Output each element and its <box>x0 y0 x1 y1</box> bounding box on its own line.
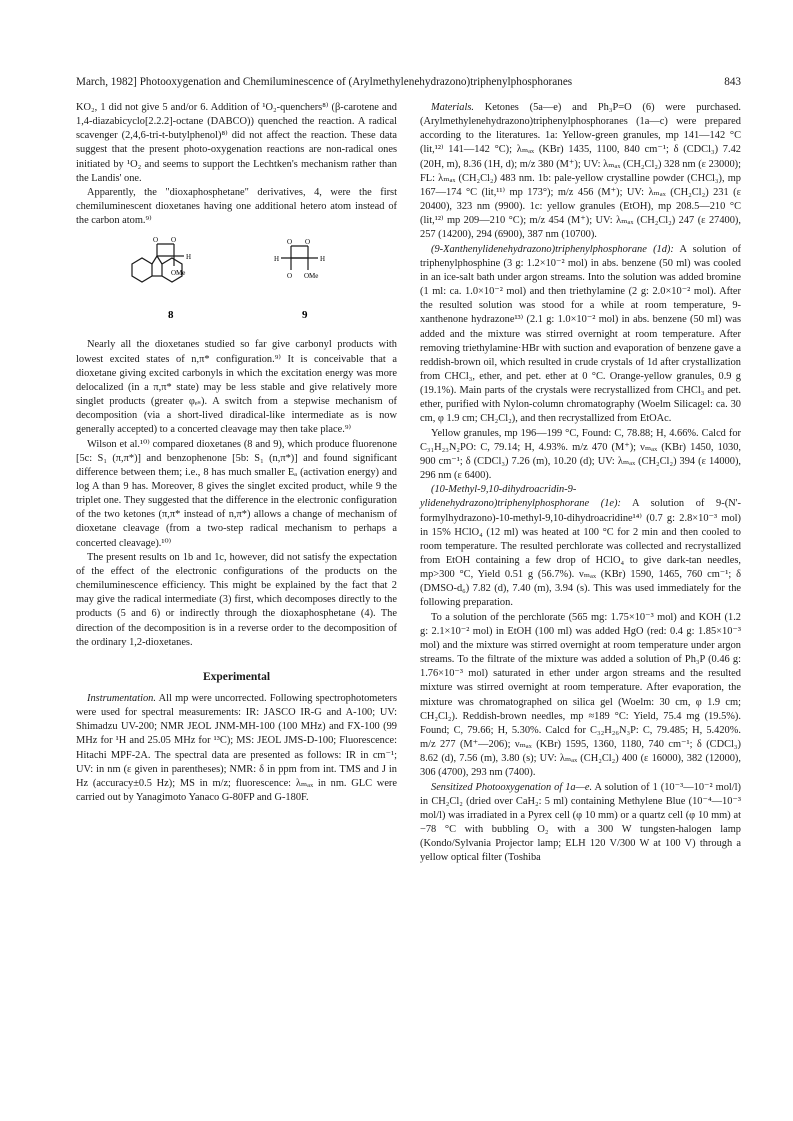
instrumentation-head: Instrumentation. <box>87 693 156 704</box>
atom-ome: OMe <box>171 269 186 278</box>
right-column <box>420 101 741 865</box>
paragraph: To a solution of the perchlorate (565 mg: 1.75×10⁻³ mol) and KOH (1.2 g: 2.1×10⁻² mol) in EtOH (100 ml) was added HgO (red: 0.4 g: 1.85×10⁻³ mol) and the mixture was stirred overnight at room temperature under argon streams. To the filtrate of the mixture was added a solution of Ph₃P (0.46 g: 1.76×10⁻³ mol) saturated in ether under argon streams and the resulted mixture was stirred overnight at room temperature. After evaporation, the mixture was chromatographed on silica gel (Woelm: 30 cm, φ 1.9 cm; CH₂Cl₂). Reddish-brown needles, mp ≈189 °C: Yield, 75.4 mg (19.5%). Found; C, 79.66; H, 5.30%. Calcd for C₃₂H₂₆N₃P: C, 79.485; H, 5.420%. m/z 277 (M⁺—206); νₘₐₓ (KBr) 1595, 1360, 1180, 740 cm⁻¹; δ (CDCl₃) 8.62 (d), 7.56 (m), 3.80 (s); UV: λₘₐₓ (CH₂Cl₂) 400 (ε 16000), 382 (12000), 306 (4700), 293 nm (7400). <box>420 611 741 779</box>
atom-h: H <box>186 253 192 262</box>
atom-o: O <box>171 236 177 245</box>
left-column <box>76 101 397 805</box>
section-title: Experimental <box>202 670 271 683</box>
running-header <box>76 76 741 92</box>
paragraph <box>420 243 741 427</box>
compound-8-label: 8 <box>168 309 174 322</box>
atom-h: H <box>320 255 326 264</box>
materials-text: Ketones (5a—e) and Ph₃P=O (6) were purchased. (Arylmethylenehydrazono)triphenylphosphoranes (1a—c) were prepared according to the literatures. 1a: Yellow-green granules, mp 141—142 °C (lit,¹²⁾ 141—142 °C); λₘₐₓ (KBr) 1435, 1100, 840 cm⁻¹; δ (CDCl₃) 7.42 (20H, m), 8.36 (1H, d); m/z 380 (M⁺); UV: λₘₐₓ (CH₂Cl₂) 328 nm (ε 23000); FL: λₘₐₓ (CH₂Cl₂) 483 nm. 1b: pale-yellow crystalline powder (CHCl₃), mp 167—174 °C (lit,¹¹⁾ mp 173°); m/z 456 (M⁺); UV: λₘₐₓ (CH₂Cl₂) 231 (ε 20400), 323 nm (9900). 1c: yellow granules (EtOH), mp 208.5—210 °C (lit,¹²⁾ mp 209—210 °C); m/z 454 (M⁺); UV: λₘₐₓ (CH₂Cl₂) 247 (ε 27400), 257 (14200), 294 (6900), 387 nm (10700). <box>420 102 741 241</box>
page-number: 843 <box>724 76 741 88</box>
atom-ome: OMe <box>304 272 319 281</box>
atom-h: H <box>274 255 280 264</box>
paragraph <box>420 101 741 243</box>
sensitized-text: A solution of 1 (10⁻³—10⁻² mol/l) in CH₂Cl₂ (dried over CaH₂: 5 ml) containing Methylene Blue (10⁻⁴—10⁻³ mol/l) was irradiated in a Pyrex cell (φ 10 mm) or a quartz cell (φ 10 mm) at −78 °C with bubbling O₂ with a 300 W tungsten-halogen lamp (Kondo/Sylvania Projector lamp; ELH 120 V/300 W at 100 V) through a yellow optical filter (Toshiba <box>420 781 742 864</box>
compound-1d-text: A solution of triphenylphosphine (3 g: 1.2×10⁻² mol) in abs. benzene (50 ml) was cooled in an ice-salt bath under argon streams. Into the solution was added bromine (1 ml: ca. 1.0×10⁻² mol) and then triethylamine (2 g: 2.0×10⁻² mol). After the resulted solution was stood for a while at room temperature, 9-xanthenone hydrazone¹³⁾ (2.1 g: 1.0×10⁻² mol) in abs. benzene (50 ml) was added and the mixture was stirred overnight at room temperature. After removing triethylamine·HBr with suction and evaporation of benzene gave a reddish-brown oil, which resulted in crude crystals of 1d after crystallization from CHCl₃, ether, and pet. ether at 0 °C. Orange-yellow granules, 0.9 g (19.1%). Main parts of the crystals were recrystallized from CHCl₃ and pet. ether, purified with Nylon-column chromatography (Woelm Silicagel: ca. 30 cm, φ 1.9 cm; CH₂Cl₂), and then recrystallized from EtOAc. <box>420 243 742 425</box>
running-title: March, 1982] Photooxygenation and Chemiluminescence of (Arylmethylenehydrazono)triphenylphosphoranes <box>76 76 573 88</box>
instrumentation-text: All mp were uncorrected. Following spectrophotometers were used for spectral measurements: IR: JASCO IR-G and A-100; UV: Shimadzu UV-200; NMR JEOL JNM-MH-100 (100 MHz) and FX-100 (99 MHz for ¹H and 25.05 MHz for ¹³C); MS: JEOL JMS-D-100; Fluorescence: Hitachi MPF-2A. The spectral data are presented as follows: IR in cm⁻¹; UV: in nm (ε given in parentheses); NMR: δ in ppm from int. TMS and J in Hz (accuracy±0.5 Hz); MS in m/z; fluorescence: λₘₐₓ in nm. GLC were carried out by Yanagimoto Yanaco G-80FP and G-180F. <box>76 693 397 804</box>
structure-figure <box>76 234 397 334</box>
paragraph: Yellow granules, mp 196—199 °C, Found: C, 78.88; H, 4.66%. Calcd for C₃₁H₂₃N₂PO: C, 79.14; H, 4.93%. m/z 470 (M⁺); νₘₐₓ (KBr) 1450, 1030, 900 cm⁻¹; δ (CDCl₃) 7.26 (m), 10.20 (d); UV: λₘₐₓ (CH₂Cl₂) 394 (ε 14000), 296 nm (ε 6400). <box>420 427 741 482</box>
atom-o: O <box>305 238 311 247</box>
paragraph: Apparently, the "dioxaphosphetane" derivatives, 4, were the first chemiluminescent dioxetanes having one additional hetero atom instead of the carbon atom.⁹⁾ <box>76 186 397 227</box>
paragraph <box>420 781 741 866</box>
paragraph: Wilson et al.¹⁰⁾ compared dioxetanes (8 and 9), which produce fluorenone [5c: S₁ (π,π*)] and benzophenone [5b: S₁ (n,π*)] and found significant difference between them; i.e., 8 has much smaller Eₐ (activation energy) and log A than 9 has. Moreover, 8 gives the singlet excited product, while 9 the triplet one. They suggested that the difference in the electronic configuration of the two ketones (π,π* instead of n,π*) allows a change of mechanism of dioxetane cleavage (from a two-step radical mechanism to perhaps a concerted cleavage).¹⁰⁾ <box>76 438 397 549</box>
paragraph: KO₂, 1 did not give 5 and/or 6. Addition of ¹O₂-quenchers⁸⁾ (β-carotene and 1,4-diazabicyclo[2.2.2]-octane (DABCO)) quenched the reaction. A radical scavenger (2,4,6-tri-t-butylphenol)⁸⁾ did not affect the reaction. These data suggest that the present photo-oxygenation reactions are non-radical ones initiated by ¹O₂ and seems to support the Lechtken's mechanism rather than the Landis' one. <box>76 102 397 184</box>
compound-1e-text: A solution of 9-(N'-formylhydrazono)-10-methyl-9,10-dihydroacridine¹⁴⁾ (0.7 g: 2.8×10⁻³ mol) in 15% HClO₄ (12 ml) was heated at 100 °C for 2 min and then cooled to room temperature. The resulted perchlorate was collected and recrystallized from EtOH containing a few drop of HClO₄ to give dark-tan needles, mp>300 °C, Yield 0.51 g (56.7%). νₘₐₓ (KBr) 1590, 1465, 760 cm⁻¹; δ (DMSO-d₆) 7.82 (d), 7.40 (m), 3.94 (s). This was used immediately for the following preparation. <box>420 498 741 609</box>
compound-1d-head: (9-Xanthenylidenehydrazono)triphenylphosphorane (1d): <box>431 243 674 255</box>
paragraph <box>76 692 397 805</box>
paragraph: The present results on 1b and 1c, however, did not satisfy the expectation of the effect of the electronic configurations of the products on the chemiluminescence efficiency. This might be explained by the fact that 2 may give the radical intermediate (3) first, which decomposes directly to the products (5 and 6) or indirectly through the dioxaphosphetane (4). The direction of the decomposition is in a reverse order to the decomposition of the ordinary 1,2-dioxetanes. <box>76 551 397 648</box>
sensitized-head: Sensitized Photooxygenation of 1a—e. <box>431 781 593 793</box>
dioxetane-structures <box>76 234 397 334</box>
compound-9-label: 9 <box>302 309 308 322</box>
paragraph <box>420 483 741 610</box>
atom-o: O <box>153 236 159 245</box>
atom-o: O <box>287 238 293 247</box>
atom-o: O <box>287 272 293 281</box>
compound-1e-head: (10-Methyl-9,10-dihydroacridin-9-ylidenehydrazono)triphenylphosphorane (1e): <box>420 484 621 510</box>
materials-head: Materials. <box>431 102 475 113</box>
paragraph: Nearly all the dioxetanes studied so far give carbonyl products with lowest excited states of n,π* configuration.⁹⁾ It is conceivable that a dioxetane giving excited carbonyls in which the excitation energy was more delocalized (in a π,π* state) may be less stable and give relatively more singlet products (greater φₑₛ). A switch from a stepwise mechanism of decomposition (via a short-lived diradical-like intermediate as is now generally accepted) to a concerted cleavage may then take place.⁹⁾ <box>76 339 397 436</box>
